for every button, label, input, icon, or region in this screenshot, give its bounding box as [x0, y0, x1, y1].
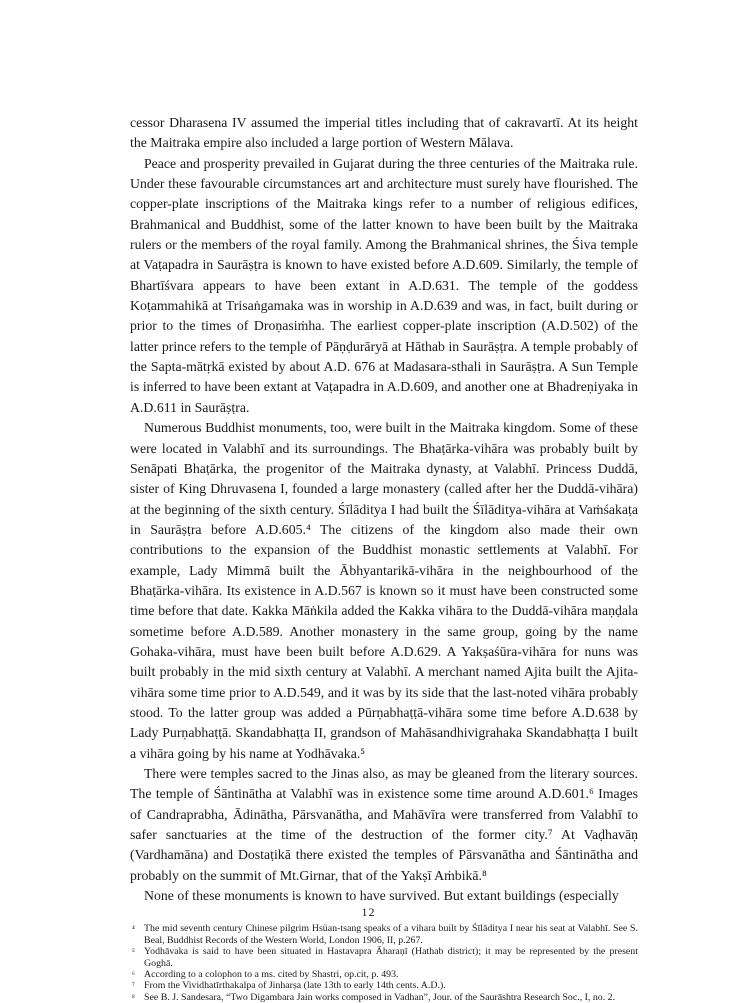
footnote	[132, 946, 638, 969]
footnote-marker: ⁶	[132, 970, 135, 980]
footnote-marker: ⁷	[132, 981, 135, 991]
footnote-text: The mid seventh century Chinese pilgrim Hsüan-tsang speaks of a vihara built by Śīlāditya I near his seat at Valabhī. See S. Beal, Buddhist Records of the Western World, London 1906, II, p.267.	[144, 923, 638, 946]
body-text	[130, 113, 638, 906]
footnote-marker: ⁸	[132, 992, 135, 1002]
paragraph-extant-buildings: None of these monuments is known to have survived. But extant buildings (especially	[144, 888, 619, 904]
footnote	[132, 969, 638, 981]
footnote	[132, 980, 638, 992]
footnote-marker: ⁴	[132, 924, 135, 934]
paragraph-brahmanical-shrines: Peace and prosperity prevailed in Gujarat during the three centuries of the Maitraka rule. Under these favourable circumstances art and architecture must surely have flourished. The copper-plate inscriptions of the Maitraka kings refer to a number of religious edifices, Brahmanical and Buddhist, some of the latter known to have been built by the Maitraka rulers or the members of the royal family. Among the Brahmanical shrines, the Śiva temple at Vaṭapadra in Saurāṣṭra is known to have existed before A.D.609. Similarly, the temple of Bhartīśvara appears to have been extant in A.D.631. The temple of the goddess Koṭammahikā at Trisaṅgamaka was in worship in A.D.639 and was, in fact, built during or prior to the times of Droṇasiṁha. The earliest copper-plate inscription (A.D.502) of the latter prince refers to the temple of Pāṇḍurāryā at Hāthab in Saurāṣṭra. A temple probably of the Sapta-mātṛkā existed by about A.D. 676 at Madasara-sthali in Saurāṣṭra. A Sun Temple is inferred to have been extant at Vaṭapadra in A.D.609, and another one at Bhadreṇiyaka in A.D.611 in Saurāṣṭra.	[130, 155, 638, 415]
footnote	[132, 991, 638, 1003]
footnote-text: According to a colophon to a ms. cited by Shastri, op.cit, p. 493.	[144, 969, 399, 981]
page-content	[130, 113, 638, 1003]
footnote-text: See B. J. Sandesara, “Two Digambara Jain works composed in Vadhan”, Jour. of the Saurāshtra Research Soc., I, no. 2.	[144, 991, 616, 1003]
footnote	[132, 923, 638, 946]
paragraph-buddhist-monuments: Numerous Buddhist monuments, too, were built in the Maitraka kingdom. Some of these were located in Valabhī and its surroundings. The Bhaṭārka-vihāra was probably built by Senāpati Bhaṭārka, the progenitor of the Maitraka dynasty, at Valabhī. Princess Duddā, sister of King Dhruvasena I, founded a large monastery (called after her the Duddā-vihāra) at the beginning of the sixth century. Śīlāditya I had built the Śīlāditya-vihāra at Vaṁśakaṭa in Saurāṣṭra before A.D.605.⁴ The citizens of the kingdom also made their own contributions to the expansion of the Buddhist monastic settlements at Valabhī. For example, Lady Mimmā built the Ābhyantarikā-vihāra in the neighbourhood of the Bhaṭārka-vihāra. Its existence in A.D.567 is known so it must have been constructed some time before that date. Kakka Māṅkila added the Kakka vihāra to the Duddā-vihāra maṇḍala sometime before A.D.589. Another monastery in the same group, going by the name Gohaka-vihāra, must have been built before A.D.629. A Yakṣaśūra-vihāra for nuns was built probably in the mid sixth century at Valabhī. A merchant named Ajita built the Ajita-vihāra some time prior to A.D.549, and it was by its side that the last-noted vihāra probably stood. To the latter group was added a Pūrṇabhaṭṭā-vihāra some time before A.D.638 by Lady Purṇabhaṭṭā. Skandabhaṭṭa II, grandson of Mahāsandhivigrahaka Skandabhaṭṭa I built a vihāra going by his name at Yodhāvaka.⁵	[130, 420, 638, 761]
footnote-marker: ⁵	[132, 947, 135, 957]
footnote-text: From the Vividhatīrthakalpa of Jinharṣa (late 13th to early 14th cents. A.D.).	[144, 980, 446, 992]
page-number: 12	[361, 905, 376, 919]
paragraph-continued: cessor Dharasena IV assumed the imperial titles including that of cakravartī. At its height the Maitraka empire also included a large portion of Western Mālava.	[130, 115, 638, 151]
paragraph-jain-temples: There were temples sacred to the Jinas also, as may be gleaned from the literary sources. The temple of Śāntinātha at Valabhī was in existence some time around A.D.601.⁶ Images of Candraprabha, Ādinātha, Pārsvanātha, and Mahāvīra were transferred from Valabhī to safer sanctuaries at the time of the destruction of the former city.⁷ At Vaḍhavāṇ (Vardhamāna) and Dostaṭikā there existed the temples of Pārsvanātha and Śāntinātha and probably on the summit of Mt.Girnar, that of the Yakṣī Aṁbikā.⁸	[130, 766, 638, 883]
footnote-text: Yodhāvaka is said to have been situated in Hastavapra Āharaṇī (Hathab district); it may be represented by the present Goghā.	[144, 946, 638, 969]
footnotes	[130, 923, 638, 1003]
